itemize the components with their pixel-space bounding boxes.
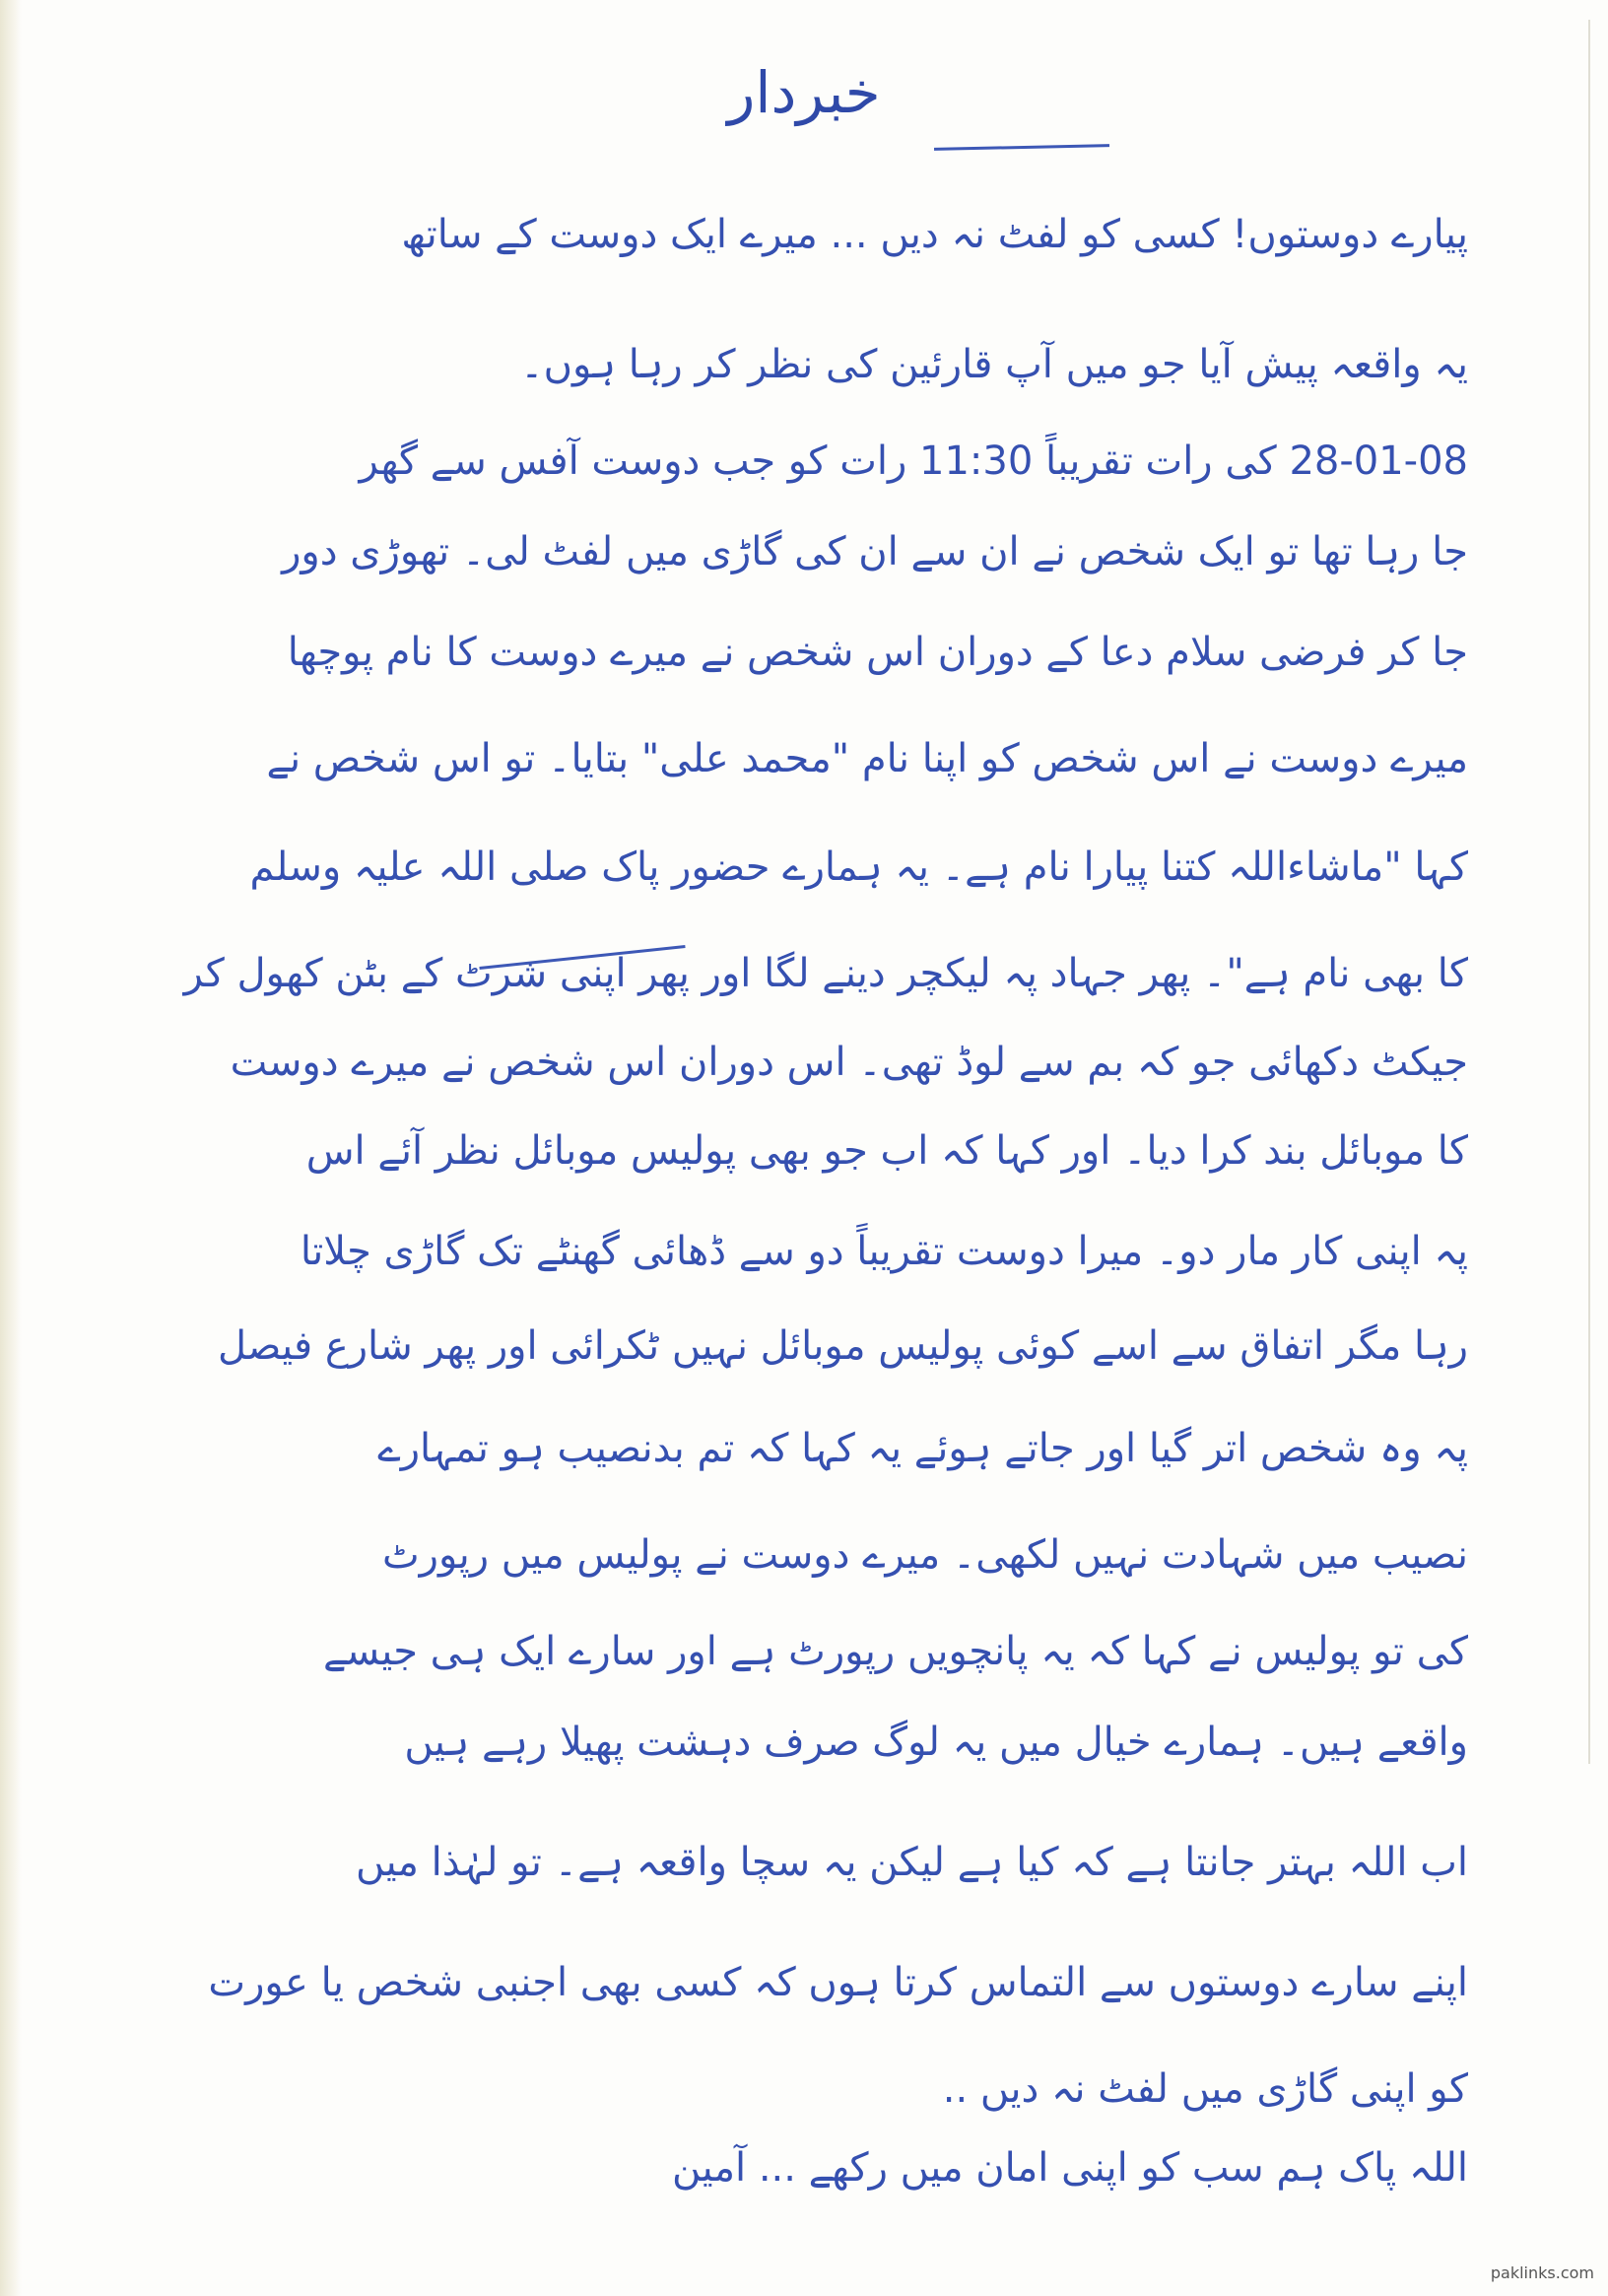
- site-watermark: paklinks.com: [1490, 2263, 1594, 2282]
- text-line: رہا مگر اتفاق سے اسے کوئی پولیس موبائل نہیں ٹکرائی اور پھر شارع فیصل: [217, 1323, 1468, 1369]
- text-line: پہ وہ شخص اتر گیا اور جاتے ہوئے یہ کہا کہ تم بدنصیب ہو تمہارے: [377, 1426, 1468, 1471]
- text-line: جا رہا تھا تو ایک شخص نے ان سے ان کی گاڑی میں لفٹ لی۔ تھوڑی دور: [282, 529, 1468, 574]
- scan-edge-shadow: [0, 0, 22, 2296]
- text-line: پیارے دوستوں! کسی کو لفٹ نہ دیں ... میرے ایک دوست کے ساتھ: [401, 212, 1468, 257]
- text-line: اپنے سارے دوستوں سے التماس کرتا ہوں کہ کسی بھی اجنبی شخص یا عورت: [208, 1960, 1468, 2005]
- page-margin-line: [1588, 20, 1590, 1764]
- title-underline: [934, 144, 1109, 151]
- text-line: نصیب میں شہادت نہیں لکھی۔ میرے دوست نے پولیس میں رپورٹ: [381, 1532, 1468, 1578]
- text-line: کا بھی نام ہے"۔ پھر جہاد پہ لیکچر دینے لگا اور پھر اپنی شرٹ کے بٹن کھول کر: [183, 951, 1468, 996]
- text-line: یہ واقعہ پیش آیا جو میں آپ قارئین کی نظر کر رہا ہوں۔: [520, 342, 1468, 387]
- text-line: کی تو پولیس نے کہا کہ یہ پانچویں رپورٹ ہے اور سارے ایک ہی جیسے: [323, 1629, 1468, 1674]
- text-line: 28-01-08 کی رات تقریباً 11:30 رات کو جب دوست آفس سے گھر: [359, 439, 1468, 484]
- text-line: میرے دوست نے اس شخص کو اپنا نام "محمد علی" بتایا۔ تو اس شخص نے: [266, 736, 1468, 781]
- text-line: اب اللہ بہتر جانتا ہے کہ کیا ہے لیکن یہ سچا واقعہ ہے۔ تو لہٰذا میں: [356, 1840, 1468, 1885]
- text-line: پہ اپنی کار مار دو۔ میرا دوست تقریباً دو سے ڈھائی گھنٹے تک گاڑی چلاتا: [300, 1229, 1468, 1274]
- text-line: اللہ پاک ہم سب کو اپنی امان میں رکھے ... آمین: [672, 2145, 1468, 2191]
- text-line: کا موبائل بند کرا دیا۔ اور کہا کہ اب جو بھی پولیس موبائل نظر آئے اس: [305, 1128, 1468, 1174]
- text-line: واقعے ہیں۔ ہمارے خیال میں یہ لوگ صرف دہشت پھیلا رہے ہیں: [404, 1720, 1468, 1765]
- document-title: خبردار: [727, 59, 881, 126]
- text-line: جیکٹ دکھائی جو کہ بم سے لوڈ تھی۔ اس دوران اس شخص نے میرے دوست: [230, 1040, 1468, 1085]
- text-line: کہا "ماشاءاللہ کتنا پیارا نام ہے۔ یہ ہمارے حضور پاک صلی اللہ علیہ وسلم: [249, 844, 1468, 890]
- text-line: جا کر فرضی سلام دعا کے دوران اس شخص نے میرے دوست کا نام پوچھا: [287, 630, 1468, 675]
- text-line: کو اپنی گاڑی میں لفٹ نہ دیں ..: [942, 2066, 1468, 2112]
